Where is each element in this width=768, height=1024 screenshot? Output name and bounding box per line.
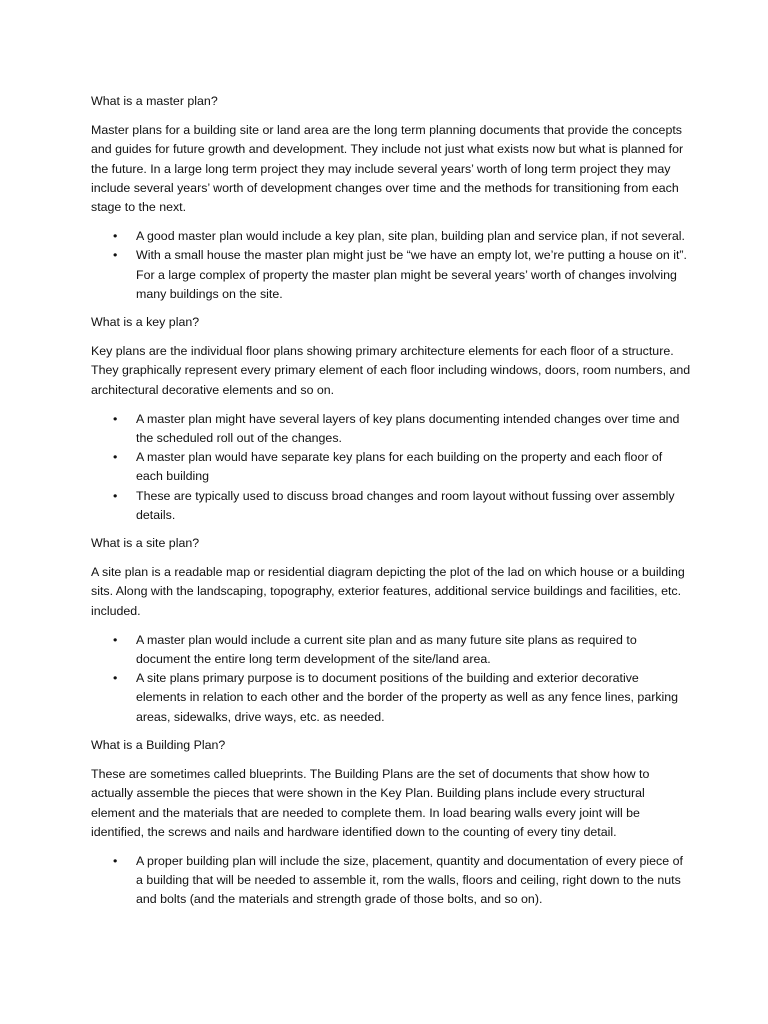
bullet-item — [91, 448, 691, 486]
bullet-icon: • — [113, 411, 118, 426]
bullet-item — [91, 669, 691, 727]
bullet-item — [91, 246, 691, 304]
bullet-icon: • — [113, 488, 118, 503]
bullet-item — [91, 487, 691, 525]
document-page — [91, 92, 691, 919]
section-heading: What is a site plan? — [91, 536, 200, 551]
bullet-item — [91, 852, 691, 910]
section-paragraph: These are sometimes called blueprints. The Building Plans are the set of documents that show how to actually assemble the pieces that were shown in the Key Plan. Building plans include every structural element and the materials that are needed to complete them. In load bearing walls every joint will be identified, the screws and nails and hardware identified down to the counting of every tiny detail. — [91, 767, 650, 839]
bullet-text: A site plans primary purpose is to document positions of the building and exterior decorative elements in relation to each other and the border of the property as well as any fence lines, parking areas, sidewalks, drive ways, etc. as needed. — [136, 671, 679, 724]
bullet-icon: • — [113, 853, 118, 868]
bullet-list — [91, 852, 691, 910]
section-heading: What is a key plan? — [91, 315, 200, 330]
bullet-item — [91, 410, 691, 448]
bullet-icon: • — [113, 450, 118, 465]
bullet-item — [91, 227, 691, 246]
bullet-text: A master plan would include a current site plan and as many future site plans as required to document the entire long term development of the site/land area. — [136, 632, 637, 667]
section-site-plan — [91, 534, 691, 727]
bullet-icon: • — [113, 229, 118, 244]
bullet-text: These are typically used to discuss broad changes and room layout without fussing over assembly details. — [136, 488, 675, 522]
section-master-plan — [91, 92, 691, 304]
section-key-plan — [91, 313, 691, 525]
bullet-text: With a small house the master plan might just be “we have an empty lot, we’re putting a house on it”. For a large complex of property the master plan might be several years’ worth of changes involving many buildings on the site. — [136, 248, 687, 301]
bullet-text: A proper building plan will include the size, placement, quantity and documentation of every piece of a building that will be needed to assemble it, rom the walls, floors and ceiling, right down to the nuts and bolts (and the materials and strength grade of those bolts, and so on). — [136, 853, 683, 907]
bullet-list — [91, 227, 691, 304]
bullet-text: A master plan might have several layers of key plans documenting intended changes over time and the scheduled roll out of the changes. — [136, 411, 680, 446]
bullet-icon: • — [113, 671, 118, 686]
bullet-icon: • — [113, 248, 118, 263]
bullet-list — [91, 410, 691, 525]
section-building-plan — [91, 736, 691, 910]
bullet-list — [91, 631, 691, 727]
bullet-icon: • — [113, 632, 118, 647]
bullet-text: A master plan would have separate key plans for each building on the property and each floor of each building — [136, 450, 663, 484]
section-paragraph: Key plans are the individual floor plans showing primary architecture elements for each floor of a structure. They graphically represent every primary element of each floor including windows, doors, room numbers, and architectural decorative elements and so on. — [91, 344, 691, 397]
section-heading: What is a master plan? — [91, 94, 218, 108]
section-heading: What is a Building Plan? — [91, 737, 226, 752]
section-paragraph: A site plan is a readable map or residential diagram depicting the plot of the lad on which house or a building sits. Along with the landscaping, topography, exterior features, additional service buildings and facilities, etc. included. — [91, 565, 685, 618]
bullet-text: A good master plan would include a key plan, site plan, building plan and service plan, if not several. — [136, 229, 685, 244]
bullet-item — [91, 631, 691, 669]
section-paragraph: Master plans for a building site or land area are the long term planning documents that provide the concepts and guides for future growth and development. They include not just what exists now but what is planned for the future. In a large long term project they may include several years’ worth of long term project they may include several years’ worth of development changes over time and the methods for transitioning from each stage to the next. — [91, 123, 684, 215]
